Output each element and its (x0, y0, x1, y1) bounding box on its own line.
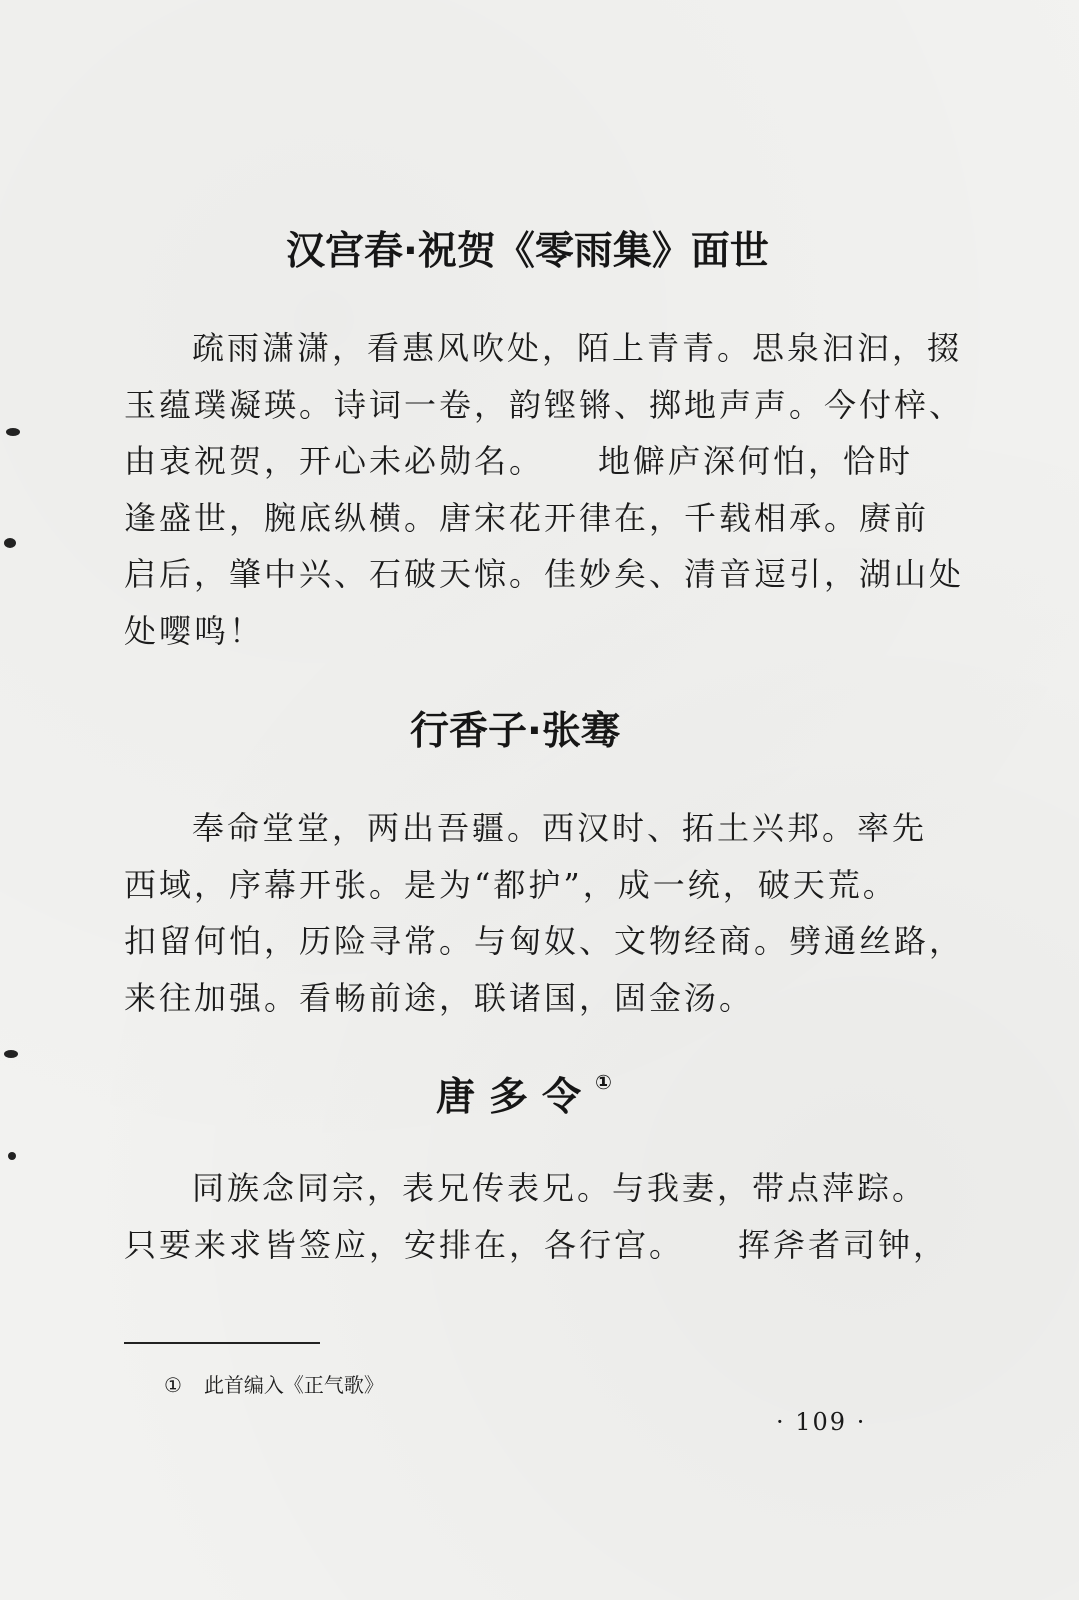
page-number: · 109 · (776, 1408, 867, 1436)
scan-speck (4, 1050, 18, 1058)
poem-line: 来往加强。看畅前途，联诸国，固金汤。 (124, 978, 755, 1017)
poem-line: 西域，序幕开张。是为“都护”，成一统，破天荒。 (124, 865, 898, 904)
footnote (164, 1375, 384, 1395)
poem-line: 只要来求皆签应，安排在，各行宫。 挥斧者司钟， (124, 1225, 949, 1264)
poem-line: 由衷祝贺，开心未必勋名。 地僻庐深何怕，恰时 (124, 442, 914, 481)
scan-speck (4, 538, 16, 548)
poem-title-tangduoling (436, 1070, 612, 1120)
footnote-reference-mark: ① (595, 1070, 612, 1094)
poem-line: 扣留何怕，历险寻常。与匈奴、文物经商。劈通丝路， (124, 922, 965, 961)
footnote-text: 此首编入《正气歌》 (203, 1373, 384, 1397)
poem-line: 疏雨潇潇，看惠风吹处，陌上青青。思泉汩汩，掇 (192, 329, 963, 367)
poem-line: 奉命堂堂，两出吾疆。西汉时、拓土兴邦。率先 (192, 809, 928, 847)
scan-speck (8, 1152, 16, 1160)
poem-line: 逢盛世，腕底纵横。唐宋花开律在，千载相承。赓前 (124, 498, 930, 537)
footnote-divider (124, 1342, 320, 1344)
poem-line: 同族念同宗，表兄传表兄。与我妻，带点萍踪。 (192, 1169, 928, 1207)
footnote-mark: ① (164, 1373, 182, 1397)
poem-body-tangduoling (124, 1160, 949, 1273)
poem-title-xingxiangzi: 行香子·张骞 (410, 709, 620, 754)
poem-body-xingxiangzi (124, 800, 965, 1026)
poem-title-text: 唐多令 (436, 1075, 596, 1120)
poem-line: 启后，肇中兴、石破天惊。佳妙矣、清音逗引，湖山处 (124, 555, 965, 594)
poem-line: 玉蕴璞凝瑛。诗词一卷，韵铿锵、掷地声声。今付梓、 (124, 385, 965, 424)
poem-title-hangongchun: 汉宫春·祝贺《零雨集》面世 (286, 229, 769, 274)
poem-line: 处嘤鸣！ (124, 611, 265, 650)
poem-body-hangongchun (124, 320, 965, 660)
scan-speck (6, 428, 20, 436)
